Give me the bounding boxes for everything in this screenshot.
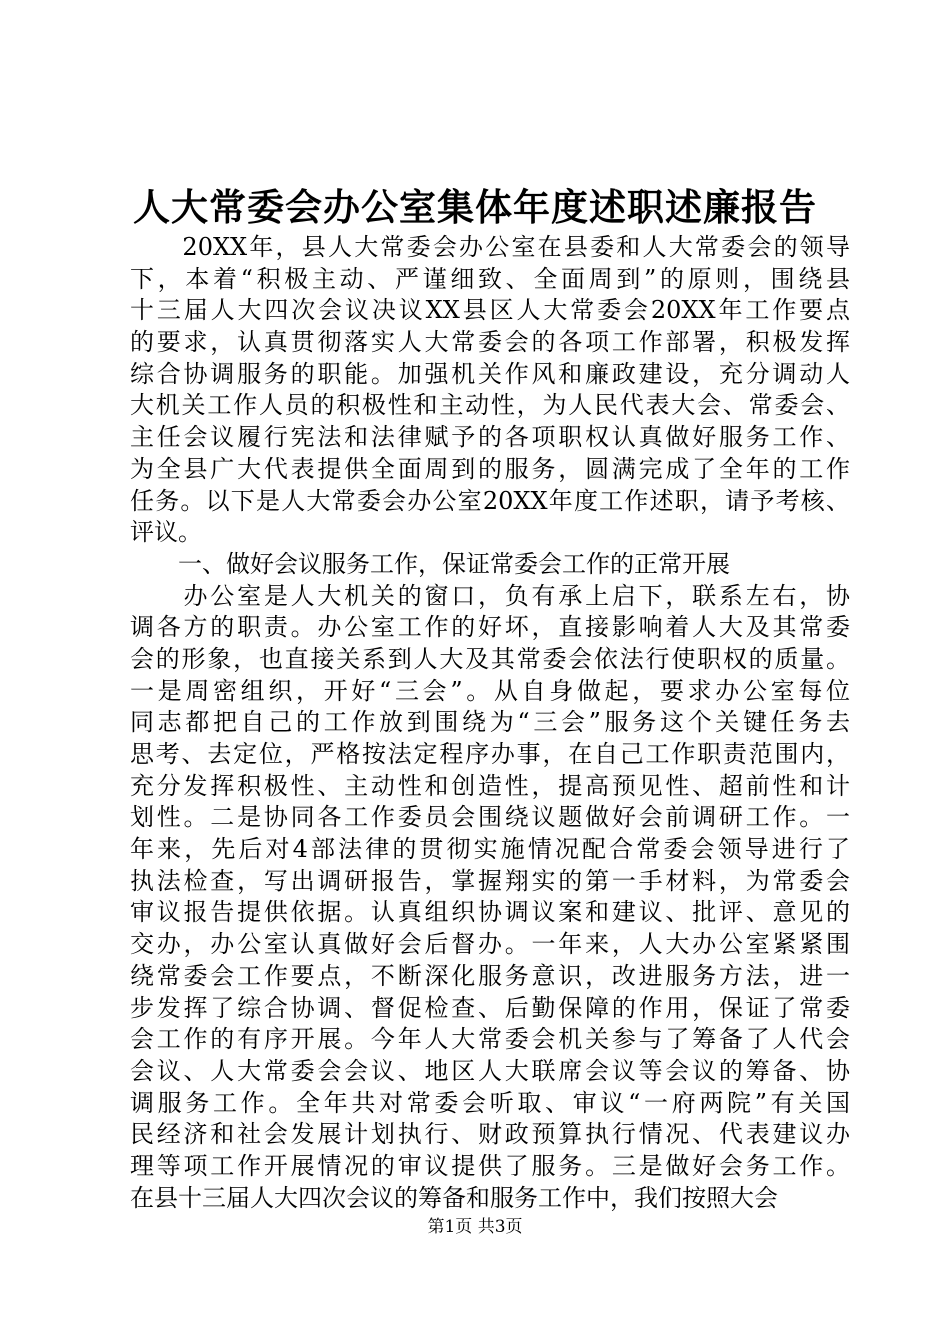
body-line: 的要求，认真贯彻落实人大常委会的各项工作部署，积极发挥 <box>130 328 850 357</box>
page-footer: 第1页 共3页 <box>427 1217 523 1237</box>
body-line: 办公室是人大机关的窗口，负有承上启下，联系左右，协 <box>130 581 850 610</box>
body-line: 一是周密组织，开好“三会”。从自身做起，要求办公室每位 <box>130 676 850 705</box>
body-line: 划性。二是协同各工作委员会围绕议题做好会前调研工作。一 <box>130 803 850 832</box>
body-line: 下，本着“积极主动、严谨细致、全面周到”的原则，围绕县 <box>130 264 850 293</box>
body-line: 大机关工作人员的积极性和主动性，为人民代表大会、常委会、 <box>130 391 850 420</box>
body-line: 一、做好会议服务工作，保证常委会工作的正常开展 <box>130 549 730 578</box>
body-line: 20XX年，县人大常委会办公室在县委和人大常委会的领导 <box>130 233 850 261</box>
body-line: 主任会议履行宪法和法律赋予的各项职权认真做好服务工作、 <box>130 423 850 452</box>
document-title: 人大常委会办公室集体年度述职述廉报告 <box>133 185 817 229</box>
body-line: 为全县广大代表提供全面周到的服务，圆满完成了全年的工作 <box>130 454 850 483</box>
body-line: 充分发挥积极性、主动性和创造性，提高预见性、超前性和计 <box>130 771 850 800</box>
body-line: 任务。以下是人大常委会办公室20XX年度工作述职，请予考核、 <box>130 486 850 515</box>
body-line: 会议、人大常委会会议、地区人大联席会议等会议的筹备、协 <box>130 1056 850 1085</box>
body-line: 理等项工作开展情况的审议提供了服务。三是做好会务工作。 <box>130 1151 850 1180</box>
body-line: 交办，办公室认真做好会后督办。一年来，人大办公室紧紧围 <box>130 930 850 959</box>
body-line: 思考、去定位，严格按法定程序办事，在自己工作职责范围内， <box>130 740 850 768</box>
body-line: 年来，先后对4部法律的贯彻实施情况配合常委会领导进行了 <box>130 835 850 864</box>
body-line: 调服务工作。全年共对常委会听取、审议“一府两院”有关国 <box>130 1088 850 1117</box>
body-line: 执法检查，写出调研报告，掌握翔实的第一手材料，为常委会 <box>130 866 850 895</box>
body-line: 民经济和社会发展计划执行、财政预算执行情况、代表建议办 <box>130 1120 850 1149</box>
body-line: 审议报告提供依据。认真组织协调议案和建议、批评、意见的 <box>130 898 850 927</box>
body-line: 综合协调服务的职能。加强机关作风和廉政建设，充分调动人 <box>130 359 850 388</box>
body-line: 调各方的职责。办公室工作的好坏，直接影响着人大及其常委 <box>130 613 850 642</box>
body-line: 评议。 <box>130 518 202 547</box>
body-line: 会工作的有序开展。今年人大常委会机关参与了筹备了人代会 <box>130 1025 850 1054</box>
body-line: 绕常委会工作要点，不断深化服务意识，改进服务方法，进一 <box>130 961 850 990</box>
body-line: 同志都把自己的工作放到围绕为“三会”服务这个关键任务去 <box>130 708 850 737</box>
body-line: 十三届人大四次会议决议XX县区人大常委会20XX年工作要点 <box>130 296 850 325</box>
document-body <box>130 232 850 1214</box>
body-line: 步发挥了综合协调、督促检查、后勤保障的作用，保证了常委 <box>130 993 850 1022</box>
body-line: 会的形象，也直接关系到人大及其常委会依法行使职权的质量。 <box>130 644 850 673</box>
body-line: 在县十三届人大四次会议的筹备和服务工作中，我们按照大会 <box>130 1183 778 1212</box>
